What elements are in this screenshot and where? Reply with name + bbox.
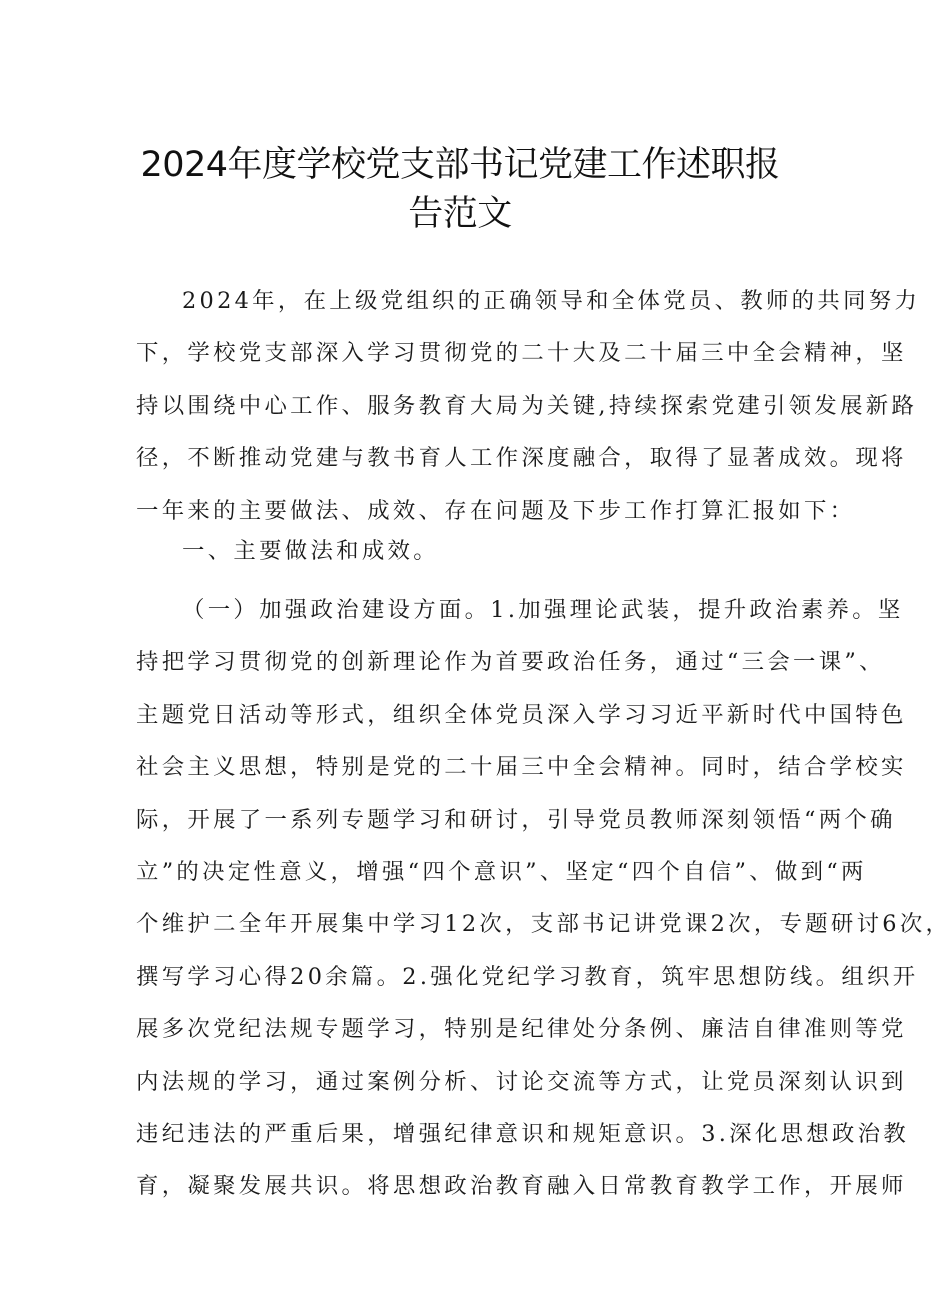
paragraph-line: 违纪违法的严重后果，增强纪律意识和规矩意识。3.深化思想政治教 bbox=[136, 1120, 909, 1147]
paragraph-line: 下，学校党支部深入学习贯彻党的二十大及二十届三中全会精神，坚 bbox=[136, 340, 907, 367]
paragraph-line: 个维护二全年开展集中学习12次，支部书记讲党课2次，专题研讨6次， bbox=[136, 911, 951, 938]
paragraph-line: 立”的决定性意义，增强“四个意识”、坚定“四个自信”、做到“两 bbox=[136, 858, 867, 885]
paragraph-line: 径，不断推动党建与教书育人工作深度融合，取得了显著成效。现将 bbox=[136, 445, 907, 472]
paragraph-line: （一）加强政治建设方面。1.加强理论武装，提升政治素养。坚 bbox=[182, 597, 904, 623]
paragraph-line: 社会主义思想，特别是党的二十届三中全会精神。同时，结合学校实 bbox=[136, 754, 907, 781]
paragraph-line: 持把学习贯彻党的创新理论作为首要政治任务，通过“三会一课”、 bbox=[136, 649, 885, 676]
paragraph-line: 一年来的主要做法、成效、存在问题及下步工作打算汇报如下： bbox=[136, 497, 856, 524]
paragraph-line: 主题党日活动等形式，组织全体党员深入学习习近平新时代中国特色 bbox=[136, 701, 907, 728]
paragraph-political-construction bbox=[136, 584, 951, 1213]
paragraph-line: 持以围绕中心工作、服务教育大局为关键,持续探索党建引领发展新路 bbox=[136, 392, 918, 419]
section-heading bbox=[136, 525, 796, 577]
paragraph-line: 2024年，在上级党组织的正确领导和全体党员、教师的共同努力 bbox=[182, 288, 921, 314]
paragraph-line: 际，开展了一系列专题学习和研讨，引导党员教师深刻领悟“两个确 bbox=[136, 806, 896, 833]
paragraph-intro bbox=[136, 275, 921, 537]
section-heading-text: 一、主要做法和成效。 bbox=[182, 538, 439, 564]
paragraph-line: 撰写学习心得20余篇。2.强化党纪学习教育，筑牢思想防线。组织开 bbox=[136, 963, 919, 990]
paragraph-line: 内法规的学习，通过案例分析、讨论交流等方式，让党员深刻认识到 bbox=[136, 1068, 907, 1095]
paragraph-line: 展多次党纪法规专题学习，特别是纪律处分条例、廉洁自律准则等党 bbox=[136, 1016, 907, 1043]
document-title-line-1: 2024年度学校党支部书记党建工作述职报 bbox=[140, 145, 780, 185]
document-title-line-2: 告范文 bbox=[408, 194, 512, 234]
paragraph-line: 育，凝聚发展共识。将思想政治教育融入日常教育教学工作，开展师 bbox=[136, 1173, 907, 1200]
